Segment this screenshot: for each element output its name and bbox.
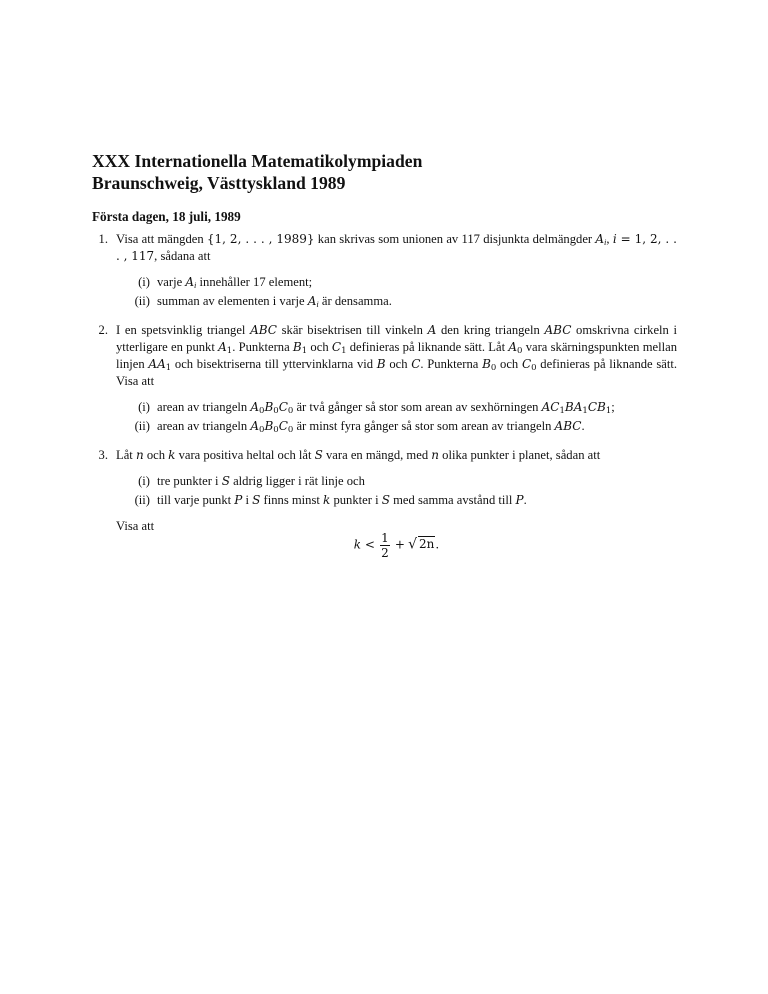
list-item: (ii) arean av triangeln $A_0B_0C_0$ är minst fyra gånger så stor som arean av triangeln ABC. bbox=[134, 419, 585, 435]
problem-2 bbox=[92, 322, 677, 436]
conclusion-text: Visa att bbox=[116, 519, 155, 533]
document-title bbox=[92, 150, 677, 194]
problem-list bbox=[92, 231, 677, 571]
problem-text: Låt n och k vara positiva heltal och låt S vara en mängd, med n olika punkter i planet, sådan att bbox=[116, 448, 601, 462]
problem-1 bbox=[92, 231, 677, 311]
list-item: (ii) till varje punkt P i S finns minst k punkter i S med samma avstånd till P. bbox=[134, 493, 527, 507]
subitem-list bbox=[116, 398, 677, 436]
problem-text: Visa att mängden {1, 2, . . . , 1989} kan skrivas som unionen av 117 disjunkta delmängder $A_i$, i = 1, 2, . . . , 117, sådana att bbox=[116, 232, 677, 263]
subitem-list bbox=[116, 472, 677, 510]
title-line-2: Braunschweig, Västtyskland 1989 bbox=[92, 173, 346, 193]
problem-3 bbox=[92, 447, 677, 571]
problem-number: 3. bbox=[98, 448, 108, 462]
list-item: (i) varje $A_i$ innehåller 17 element; bbox=[138, 275, 313, 290]
problem-number: 2. bbox=[98, 323, 108, 337]
list-item: (i) arean av triangeln $A_0B_0C_0$ är två gånger så stor som arean av sexhörningen $AC_1BA_1CB_1$; bbox=[138, 400, 615, 416]
formula-lhs: k < bbox=[353, 537, 375, 552]
problem-number: 1. bbox=[98, 232, 108, 246]
square-root-icon: √ bbox=[408, 536, 418, 553]
document-page bbox=[92, 150, 677, 582]
inequality-formula: k < $\frac{1}{2}$ + √ 2n. bbox=[353, 531, 440, 560]
list-item: (ii) summan av elementen i varje $A_i$ är densamma. bbox=[134, 294, 392, 309]
fraction: $\frac{1}{2}$ bbox=[381, 531, 389, 560]
subitem-list bbox=[116, 273, 677, 311]
title-line-1: XXX Internationella Matematikolympiaden bbox=[92, 151, 423, 171]
problem-text: I en spetsvinklig triangel ABC skär bisektrisen till vinkeln A den kring triangeln ABC omskrivna cirkeln i ytterligare en punkt $A_1$. Punkterna $B_1$ och $C_1$ definieras på liknande sätt. Låt $A_0$ vara skärningspunkten mellan linjen $AA_1$ och bisektriserna till yttervinklarna vid B och C. Punkterna $B_0$ och $C_0$ definieras på liknande sätt. Visa att bbox=[116, 323, 678, 388]
list-item: (i) tre punkter i S aldrig ligger i rät linje och bbox=[138, 474, 365, 488]
session-heading: Första dagen, 18 juli, 1989 bbox=[92, 209, 241, 224]
radicand: 2n bbox=[419, 537, 435, 552]
